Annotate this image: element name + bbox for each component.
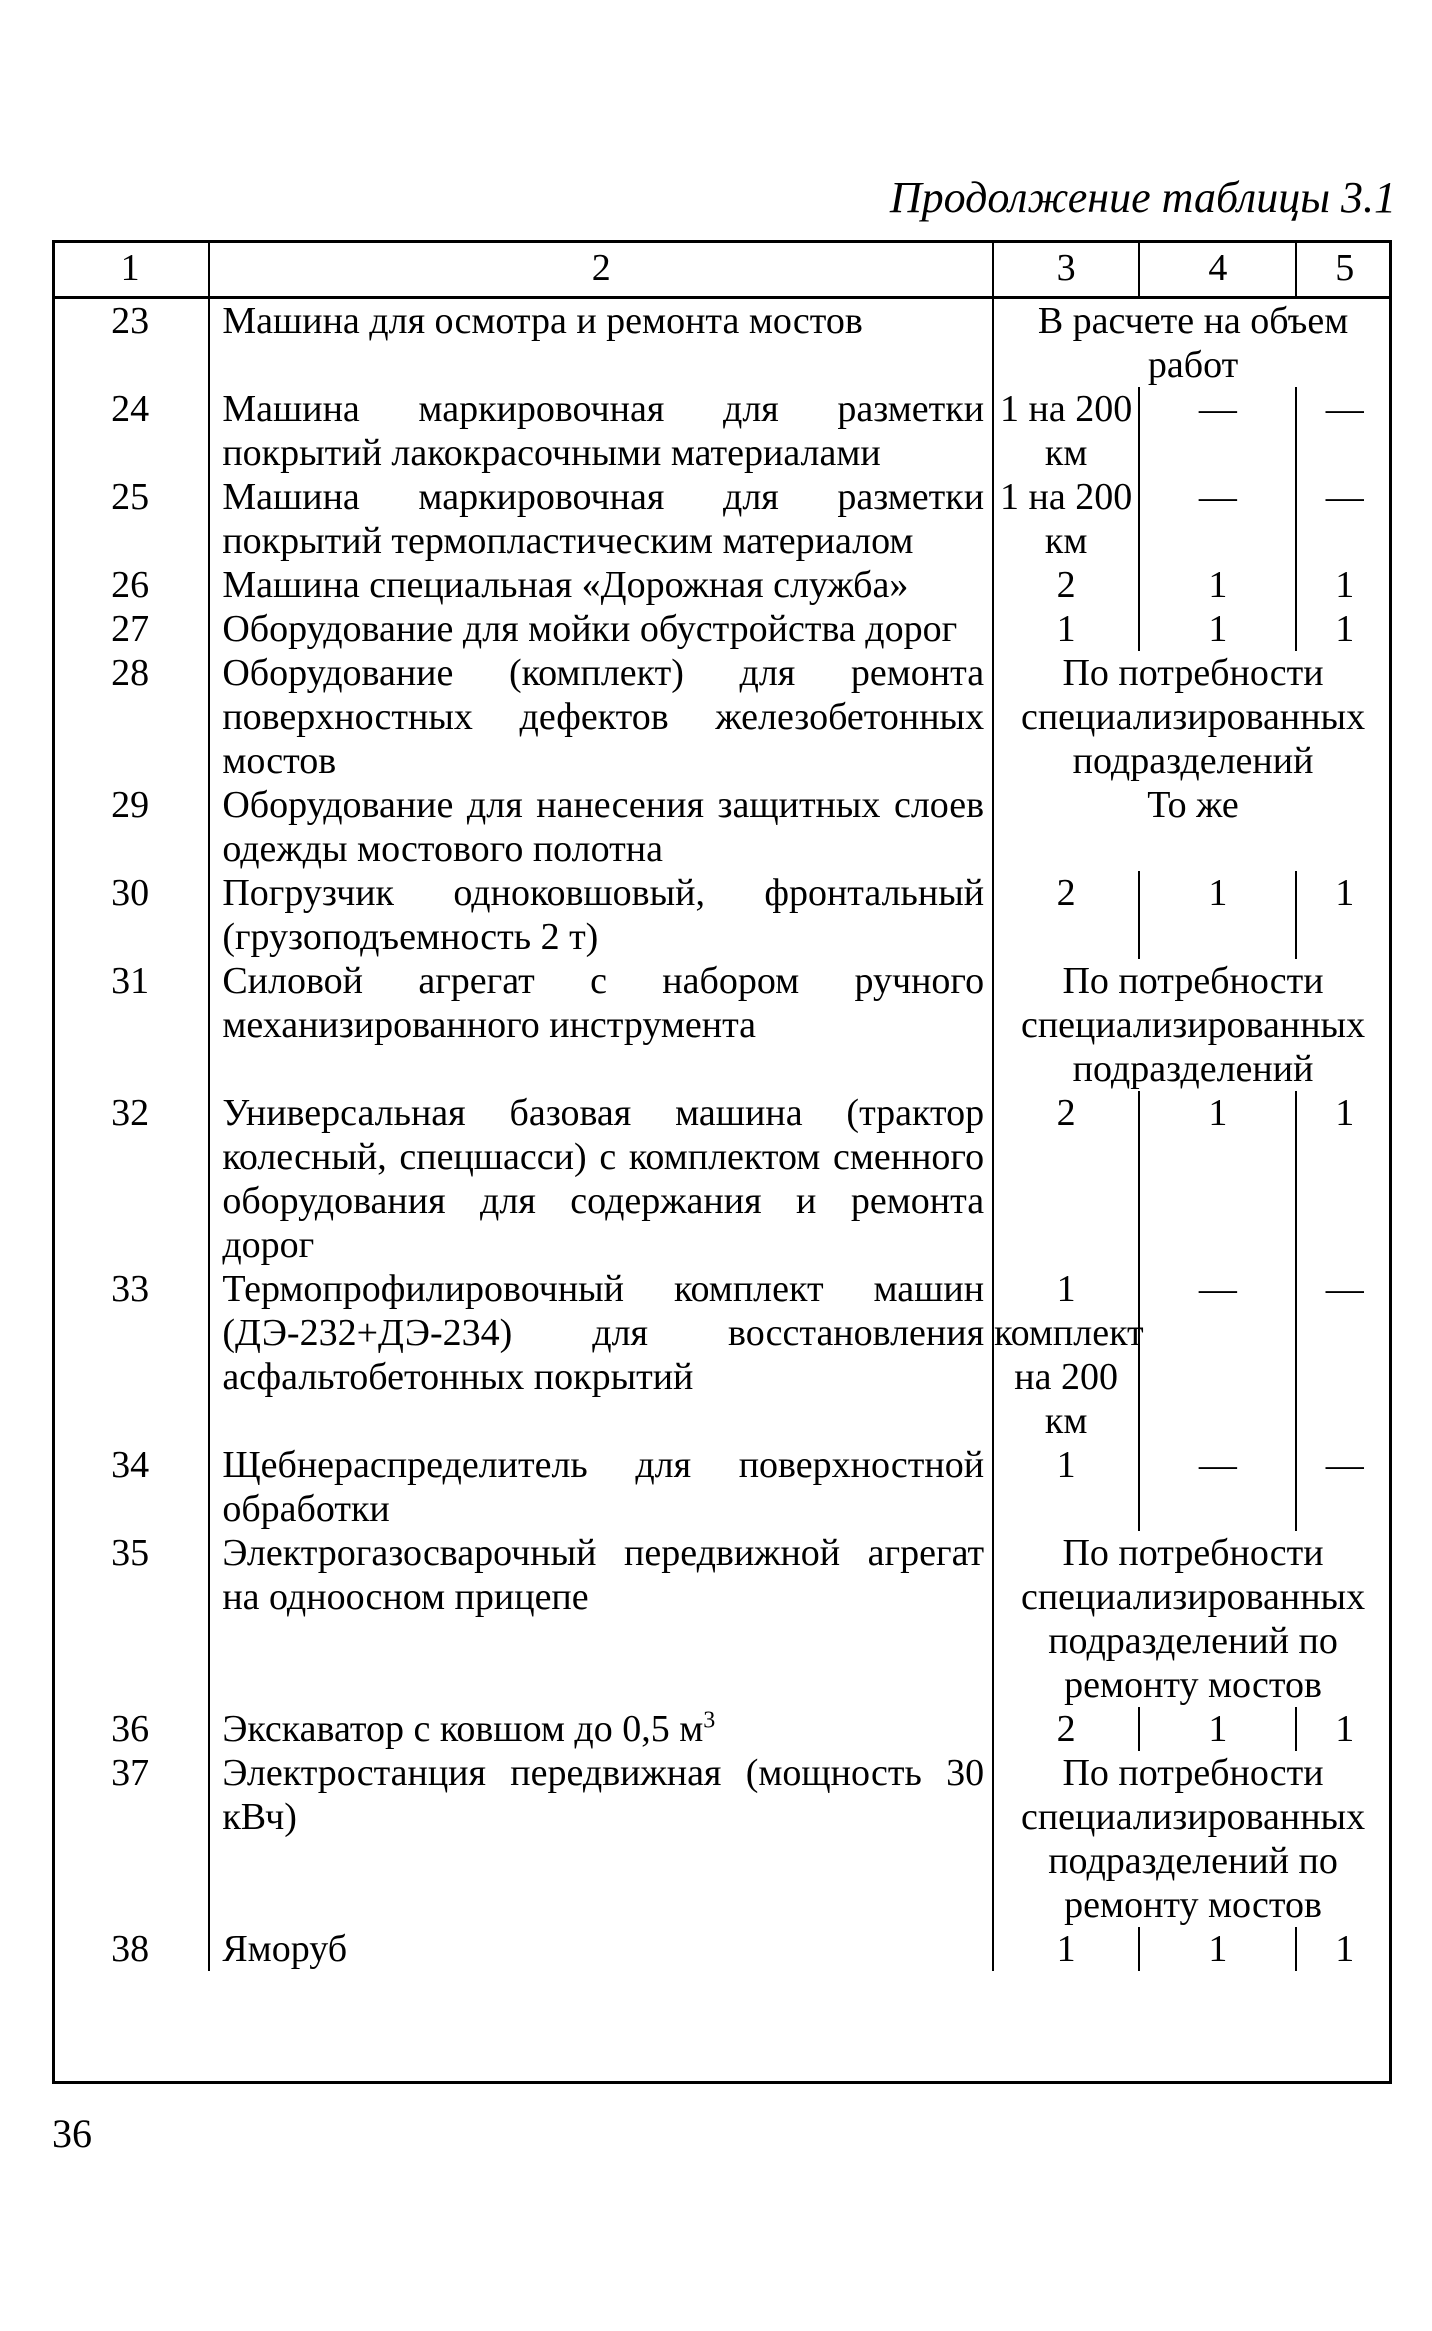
table-row (52, 1443, 1392, 1531)
header-row (52, 240, 1392, 298)
table-row (52, 1707, 1392, 1751)
table-caption: Продолжение таблицы 3.1 (889, 173, 1396, 222)
equipment-name-text: Универсальная базовая машина (трактор колесный, спецшасси) с комплектом сменного оборудования для содержания и ремонта дорог (222, 1092, 985, 1266)
quantity-col-5: 1 (1335, 608, 1355, 650)
equipment-name (209, 1443, 993, 1531)
equipment-name-text: Погрузчик одноковшовый, фронтальный (грузоподъемность 2 т) (222, 872, 985, 958)
table-row (52, 1531, 1392, 1707)
quantity-col-4: 1 (1139, 1091, 1296, 1267)
equipment-name (209, 959, 993, 1091)
row-number: 31 (52, 959, 209, 1091)
table-row (52, 475, 1392, 563)
table-row (52, 387, 1392, 475)
quantity-col-3: 1 на 200 км (993, 475, 1139, 563)
table-row (52, 783, 1392, 871)
quantity-col-5: 1 (1335, 1928, 1355, 1970)
equipment-name (209, 1707, 993, 1751)
row-number: 23 (52, 298, 209, 388)
table-row (52, 1267, 1392, 1443)
equipment-name-text: Машина для осмотра и ремонта мостов (222, 300, 863, 342)
quantity-col-5: — (1325, 476, 1364, 518)
equipment-name-text: Оборудование для нанесения защитных слоев одежды мостового полотна (222, 784, 985, 870)
row-number: 26 (52, 563, 209, 607)
row-number: 33 (52, 1267, 209, 1443)
table-row (52, 651, 1392, 783)
row-number: 24 (52, 387, 209, 475)
quantity-col-4: — (1139, 1267, 1296, 1443)
header-col-2: 2 (209, 240, 993, 298)
equipment-name (209, 1091, 993, 1267)
equipment-name-text: Машина специальная «Дорожная служба» (222, 564, 909, 606)
equipment-name-text: Яморуб (222, 1928, 348, 1970)
equipment-name-text: Термопрофилировочный комплект машин (ДЭ-232+ДЭ-234) для восстановления асфальтобетонных покрытий (222, 1268, 985, 1398)
row-number: 30 (52, 871, 209, 959)
row-number: 36 (52, 1707, 209, 1751)
quantity-col-4: 1 (1139, 1927, 1296, 1971)
quantity-col-3: 2 (993, 563, 1139, 607)
quantity-col-5: 1 (1335, 1708, 1355, 1750)
equipment-name (209, 387, 993, 475)
quantity-col-4: 1 (1139, 871, 1296, 959)
quantity-col-3: 2 (993, 871, 1139, 959)
table-row (52, 1927, 1392, 1971)
quantity-col-3: 1 (993, 1443, 1139, 1531)
equipment-name-text: Машина маркировочная для разметки покрытий лакокрасочными материалами (222, 388, 985, 474)
equipment-table (52, 240, 1392, 1971)
row-number: 38 (52, 1927, 209, 1971)
row-number: 37 (52, 1751, 209, 1927)
equipment-name (209, 298, 993, 388)
quantity-col-4: 1 (1139, 563, 1296, 607)
unit-superscript: 3 (703, 1707, 716, 1734)
equipment-name (209, 783, 993, 871)
equipment-name (209, 1267, 993, 1443)
quantity-col-3: 2 (993, 1707, 1139, 1751)
quantity-note: То же (1147, 784, 1239, 826)
quantity-note: По потребности специализированных подразделений по ремонту мостов (1020, 1532, 1366, 1706)
quantity-col-3: 1 (993, 1927, 1139, 1971)
quantity-col-3: 2 (993, 1091, 1139, 1267)
equipment-name-text: Щебнераспределитель для поверхностной обработки (222, 1444, 985, 1530)
equipment-name-text: Экскаватор с ковшом до 0,5 м (222, 1708, 704, 1750)
equipment-name-text: Электростанция передвижная (мощность 30 кВч) (222, 1752, 985, 1838)
row-number: 35 (52, 1531, 209, 1707)
quantity-col-3: 1 (993, 607, 1139, 651)
row-number: 27 (52, 607, 209, 651)
quantity-col-3: 1 комплект на 200 км (994, 1268, 1144, 1442)
page-number: 36 (52, 2111, 92, 2156)
table-row (52, 1751, 1392, 1927)
table-row (52, 959, 1392, 1091)
quantity-col-4: — (1139, 1443, 1296, 1531)
row-number: 28 (52, 651, 209, 783)
table-row (52, 1091, 1392, 1267)
row-number: 32 (52, 1091, 209, 1267)
header-col-5: 5 (1296, 240, 1392, 298)
table-row (52, 607, 1392, 651)
quantity-col-5: — (1325, 388, 1364, 430)
quantity-col-5: — (1325, 1444, 1364, 1486)
table-row (52, 563, 1392, 607)
quantity-col-4: 1 (1139, 607, 1296, 651)
quantity-col-3: 1 на 200 км (993, 387, 1139, 475)
quantity-col-4: — (1139, 387, 1296, 475)
row-number: 29 (52, 783, 209, 871)
table-row (52, 871, 1392, 959)
equipment-name (209, 1751, 993, 1927)
quantity-col-5: 1 (1335, 872, 1355, 914)
quantity-note: По потребности специализированных подразделений (1020, 652, 1366, 782)
quantity-note: В расчете на объем работ (1037, 300, 1349, 386)
equipment-name (209, 475, 993, 563)
quantity-col-4: — (1139, 475, 1296, 563)
quantity-col-5: — (1325, 1268, 1364, 1310)
equipment-name (209, 1927, 993, 1971)
header-col-4: 4 (1139, 240, 1296, 298)
equipment-name-text: Электрогазосварочный передвижной агрегат на одноосном прицепе (222, 1532, 985, 1618)
table-row (52, 298, 1392, 388)
equipment-name (209, 607, 993, 651)
equipment-name (209, 871, 993, 959)
quantity-col-5: 1 (1335, 1092, 1355, 1134)
header-col-1: 1 (52, 240, 209, 298)
row-number: 25 (52, 475, 209, 563)
quantity-col-4: 1 (1139, 1707, 1296, 1751)
quantity-col-5: 1 (1335, 564, 1355, 606)
equipment-name (209, 651, 993, 783)
equipment-name-text: Силовой агрегат с набором ручного механизированного инструмента (222, 960, 985, 1046)
equipment-name (209, 1531, 993, 1707)
row-number: 34 (52, 1443, 209, 1531)
equipment-name-text: Оборудование (комплект) для ремонта поверхностных дефектов железобетонных мостов (222, 652, 985, 782)
header-col-3: 3 (993, 240, 1139, 298)
equipment-name (209, 563, 993, 607)
equipment-name-text: Машина маркировочная для разметки покрытий термопластическим материалом (222, 476, 985, 562)
equipment-name-text: Оборудование для мойки обустройства дорог (222, 608, 958, 650)
quantity-note: По потребности специализированных подразделений (1020, 960, 1366, 1090)
quantity-note: По потребности специализированных подразделений по ремонту мостов (1020, 1752, 1366, 1926)
